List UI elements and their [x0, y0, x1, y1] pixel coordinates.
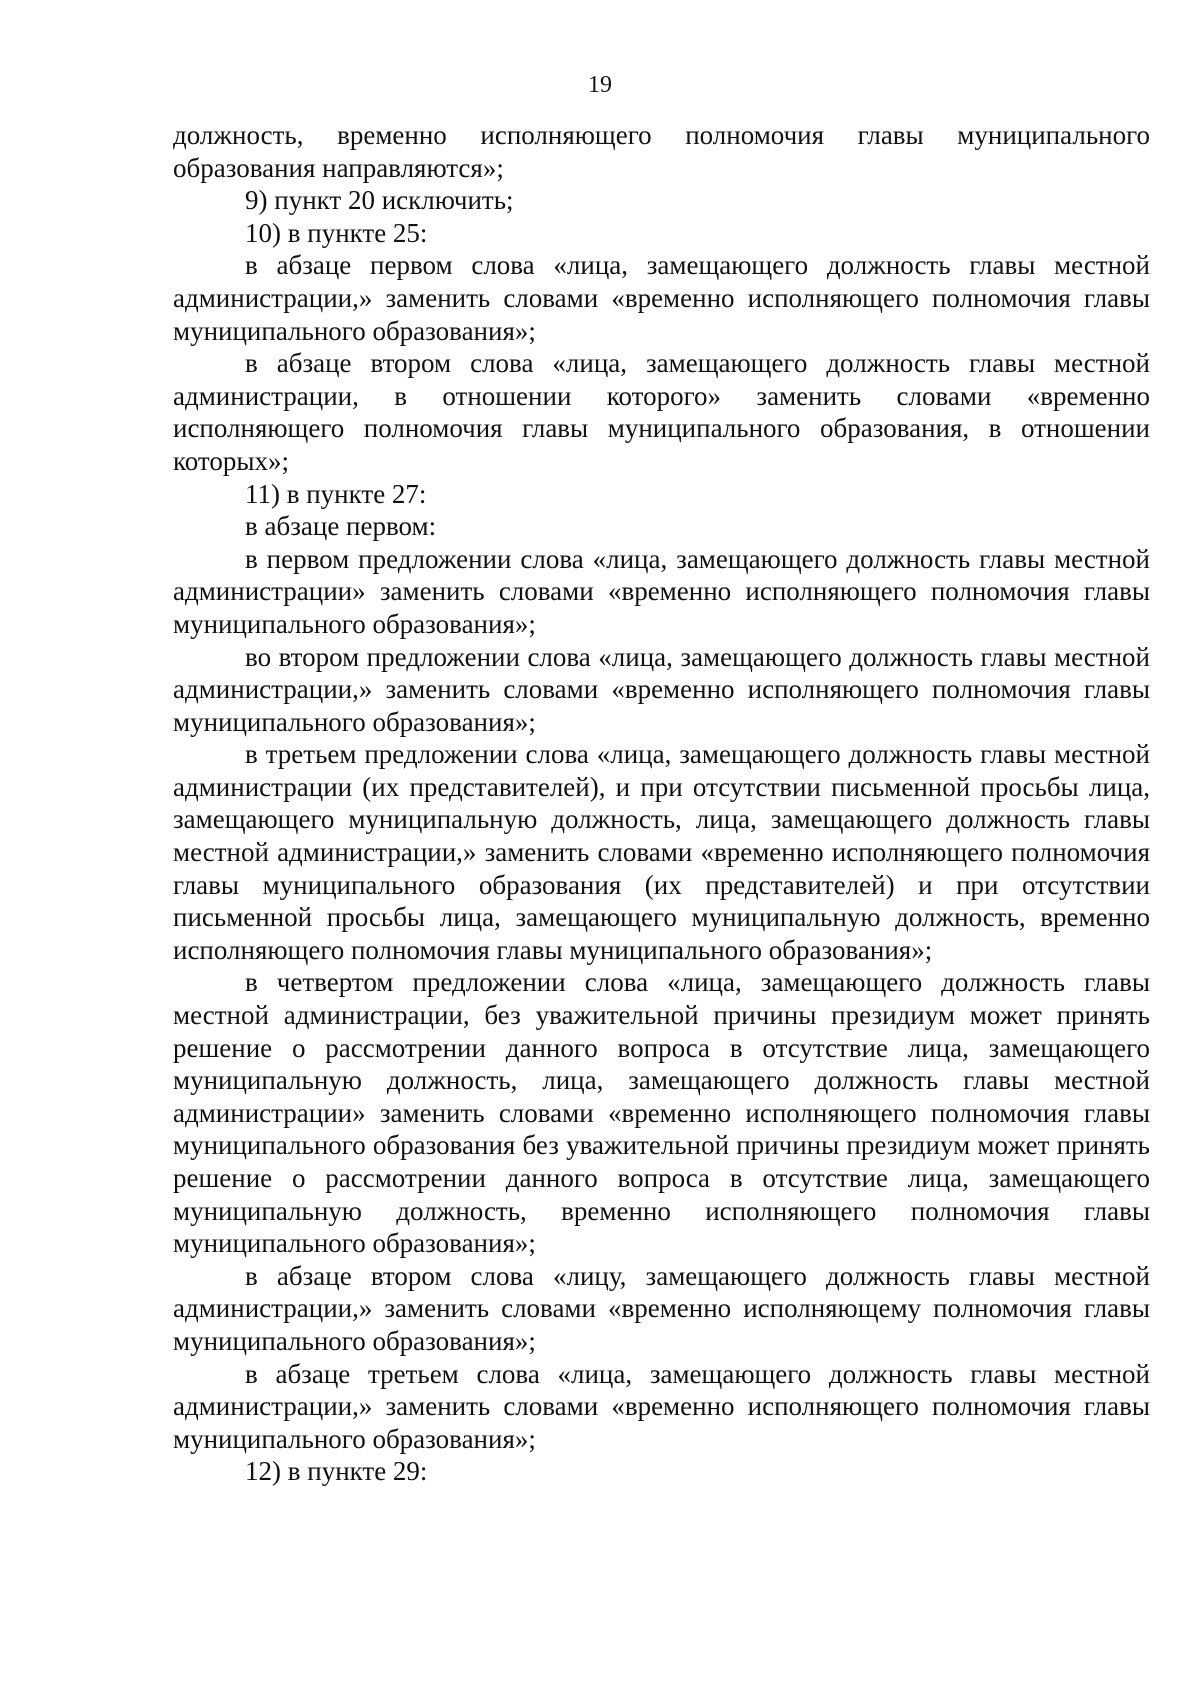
paragraph-continuation: должность, временно исполняющего полномочия главы муниципального образования направляются»; [173, 120, 1150, 183]
paragraph-item-11-abzac-1: в абзаце первом: [245, 511, 437, 542]
paragraph-item-11-sentence-3: в третьем предложении слова «лица, замещающего должность главы местной администрации (их представителей), и при отсутствии письменной просьбы лица, замещающего муниципальную должность, лица, замещающего должность главы местной администрации,» заменить словами «временно исполняющего полномочия главы муниципального образования (их представителей) и при отсутствии письменной просьбы лица, замещающего муниципальную должность, временно исполняющего полномочия главы муниципального образования»; [173, 739, 1150, 965]
paragraph-item-11: 11) в пункте 27: [245, 478, 427, 509]
paragraph-item-10-abzac-1: в абзаце первом слова «лица, замещающего должность главы местной администрации,» заменить словами «временно исполняющего полномочия главы муниципального образования»; [173, 250, 1150, 346]
paragraph-item-11-abzac-2: в абзаце втором слова «лицу, замещающего должность главы местной администрации,» заменить словами «временно исполняющему полномочия главы муниципального образования»; [173, 1260, 1150, 1356]
paragraph-item-10-abzac-2: в абзаце втором слова «лица, замещающего должность главы местной администрации, в отношении которого» заменить словами «временно исполняющего полномочия главы муниципального образования, в отношении которых»; [173, 348, 1150, 476]
paragraph-item-11-sentence-2: во втором предложении слова «лица, замещающего должность главы местной администрации,» заменить словами «временно исполняющего полномочия главы муниципального образования»; [173, 641, 1150, 737]
paragraph-item-12: 12) в пункте 29: [245, 1456, 428, 1487]
page-number: 19 [588, 72, 612, 98]
document-body [173, 119, 1150, 1488]
paragraph-item-11-sentence-4: в четвертом предложении слова «лица, замещающего должность главы местной администрации, без уважительной причины президиум может принять решение о рассмотрении данного вопроса в отсутствие лица, замещающего муниципальную должность, лица, замещающего должность главы местной администрации» заменить словами «временно исполняющего полномочия главы муниципального образования без уважительной причины президиум может принять решение о рассмотрении данного вопроса в отсутствие лица, замещающего муниципальную должность, временно исполняющего полномочия главы муниципального образования»; [173, 967, 1150, 1259]
paragraph-item-11-abzac-3: в абзаце третьем слова «лица, замещающего должность главы местной администрации,» заменить словами «временно исполняющего полномочия главы муниципального образования»; [173, 1358, 1150, 1454]
paragraph-item-9: 9) пункт 20 исключить; [245, 185, 514, 216]
paragraph-item-11-sentence-1: в первом предложении слова «лица, замещающего должность главы местной администрации» заменить словами «временно исполняющего полномочия главы муниципального образования»; [173, 543, 1150, 639]
paragraph-item-10: 10) в пункте 25: [245, 217, 428, 248]
